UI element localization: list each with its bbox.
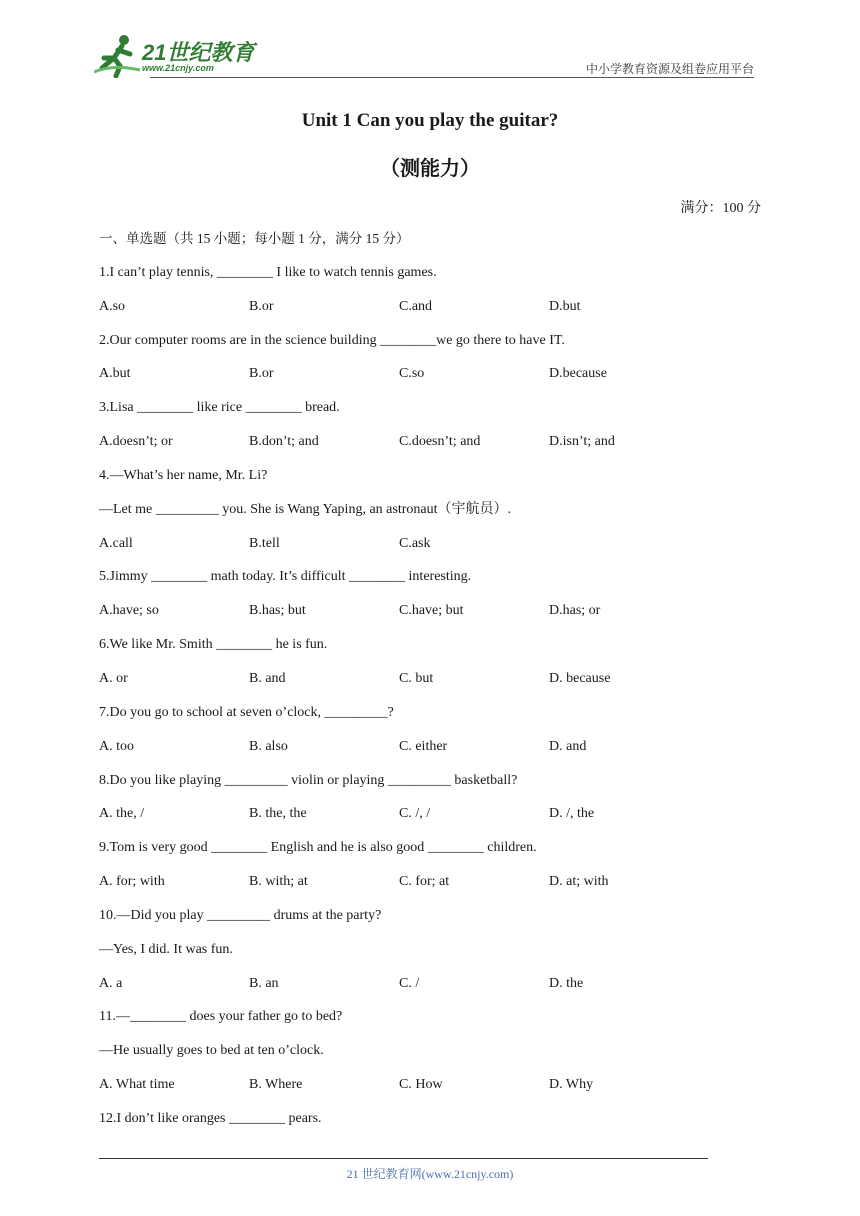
option-c[interactable]: C. / xyxy=(399,975,420,991)
option-a[interactable]: A.have; so xyxy=(99,603,159,619)
option-c[interactable]: C.and xyxy=(399,298,433,314)
option-d[interactable]: D. because xyxy=(549,670,611,686)
question-list xyxy=(99,228,779,1142)
option-c[interactable]: C.have; but xyxy=(399,603,464,619)
options-row xyxy=(99,803,779,837)
options-row xyxy=(99,871,779,905)
question-stem: 4.—What’s her name, Mr. Li? xyxy=(99,467,268,483)
option-a[interactable]: A. What time xyxy=(99,1077,175,1093)
question-dialogue-line: —Let me _________ you. She is Wang Yaping, an astronaut（宇航员）. xyxy=(99,501,511,517)
options-row xyxy=(99,1074,779,1108)
options-row xyxy=(99,736,779,770)
option-d[interactable]: D. at; with xyxy=(549,874,609,890)
page-header xyxy=(0,0,860,90)
option-b[interactable]: B. with; at xyxy=(249,874,308,890)
option-b[interactable]: B.or xyxy=(249,366,274,382)
option-b[interactable]: B. also xyxy=(249,738,288,754)
section-title: 一、单选题（共 15 小题；每小题 1 分，满分 15 分） xyxy=(99,231,410,246)
option-d[interactable]: D.because xyxy=(549,366,607,382)
option-b[interactable]: B. an xyxy=(249,975,279,991)
question-stem: 8.Do you like playing _________ violin or playing _________ basketball? xyxy=(99,772,518,788)
question-stem: 10.—Did you play _________ drums at the party? xyxy=(99,907,382,923)
page-subtitle: （测能力） xyxy=(380,156,480,180)
page-title: Unit 1 Can you play the guitar? xyxy=(301,110,559,131)
option-d[interactable]: D.but xyxy=(549,298,581,314)
options-row xyxy=(99,431,779,465)
option-a[interactable]: A. for; with xyxy=(99,874,165,890)
question-stem: 6.We like Mr. Smith ________ he is fun. xyxy=(99,637,328,653)
option-b[interactable]: B. Where xyxy=(249,1077,303,1093)
option-b[interactable]: B.tell xyxy=(249,535,280,551)
site-slogan: 中小学教育资源及组卷应用平台 xyxy=(585,62,754,76)
options-row xyxy=(99,668,779,702)
option-a[interactable]: A.doesn’t; or xyxy=(99,434,173,450)
total-score: 满分：100 分 xyxy=(680,201,761,216)
option-b[interactable]: B.don’t; and xyxy=(249,434,319,450)
site-logo[interactable] xyxy=(94,34,264,80)
option-a[interactable]: A. a xyxy=(99,975,123,991)
option-c[interactable]: C. but xyxy=(399,670,434,686)
option-b[interactable]: B. the, the xyxy=(249,806,307,822)
option-c[interactable]: C.so xyxy=(399,366,425,382)
footer-divider xyxy=(99,1158,708,1159)
option-a[interactable]: A.call xyxy=(99,535,133,551)
option-a[interactable]: A. the, / xyxy=(99,806,145,822)
question-dialogue-line: —He usually goes to bed at ten o’clock. xyxy=(99,1043,324,1059)
option-c[interactable]: C. /, / xyxy=(399,806,431,822)
option-d[interactable]: D. /, the xyxy=(549,806,595,822)
option-d[interactable]: D. Why xyxy=(549,1077,594,1093)
question-stem: 2.Our computer rooms are in the science building ________we go there to have IT. xyxy=(99,332,565,348)
option-d[interactable]: D.has; or xyxy=(549,603,601,619)
question-stem: 11.—________ does your father go to bed? xyxy=(99,1009,343,1025)
option-c[interactable]: C. How xyxy=(399,1077,443,1093)
header-divider xyxy=(150,77,754,78)
options-row xyxy=(99,533,779,567)
option-c[interactable]: C.doesn’t; and xyxy=(399,434,481,450)
option-b[interactable]: B.or xyxy=(249,298,274,314)
question-stem: 9.Tom is very good ________ English and he is also good ________ children. xyxy=(99,840,537,856)
question-stem: 12.I don’t like oranges ________ pears. xyxy=(99,1110,322,1126)
question-stem: 5.Jimmy ________ math today. It’s difficult ________ interesting. xyxy=(99,569,472,585)
option-a[interactable]: A. too xyxy=(99,738,134,754)
option-c[interactable]: C. for; at xyxy=(399,874,450,890)
option-c[interactable]: C.ask xyxy=(399,535,431,551)
question-stem: 7.Do you go to school at seven o’clock, _________? xyxy=(99,704,394,720)
option-a[interactable]: A. or xyxy=(99,670,128,686)
option-d[interactable]: D.isn’t; and xyxy=(549,434,615,450)
option-a[interactable]: A.but xyxy=(99,366,131,382)
question-stem: 3.Lisa ________ like rice ________ bread. xyxy=(99,400,340,416)
option-d[interactable]: D. and xyxy=(549,738,587,754)
options-row xyxy=(99,973,779,1007)
logo-url: www.21cnjy.com xyxy=(142,63,214,73)
option-b[interactable]: B.has; but xyxy=(249,603,306,619)
option-a[interactable]: A.so xyxy=(99,298,126,314)
logo-text: 21世纪教育 xyxy=(142,40,255,65)
option-c[interactable]: C. either xyxy=(399,738,448,754)
question-stem: 1.I can’t play tennis, ________ I like to watch tennis games. xyxy=(99,264,437,280)
footer-link[interactable]: 21 世纪教育网(www.21cnjy.com) xyxy=(346,1167,514,1181)
options-row xyxy=(99,363,779,397)
option-b[interactable]: B. and xyxy=(249,670,286,686)
options-row xyxy=(99,296,779,330)
runner-logo-icon xyxy=(94,34,142,78)
options-row xyxy=(99,600,779,634)
option-d[interactable]: D. the xyxy=(549,975,584,991)
question-dialogue-line: —Yes, I did. It was fun. xyxy=(99,941,233,957)
